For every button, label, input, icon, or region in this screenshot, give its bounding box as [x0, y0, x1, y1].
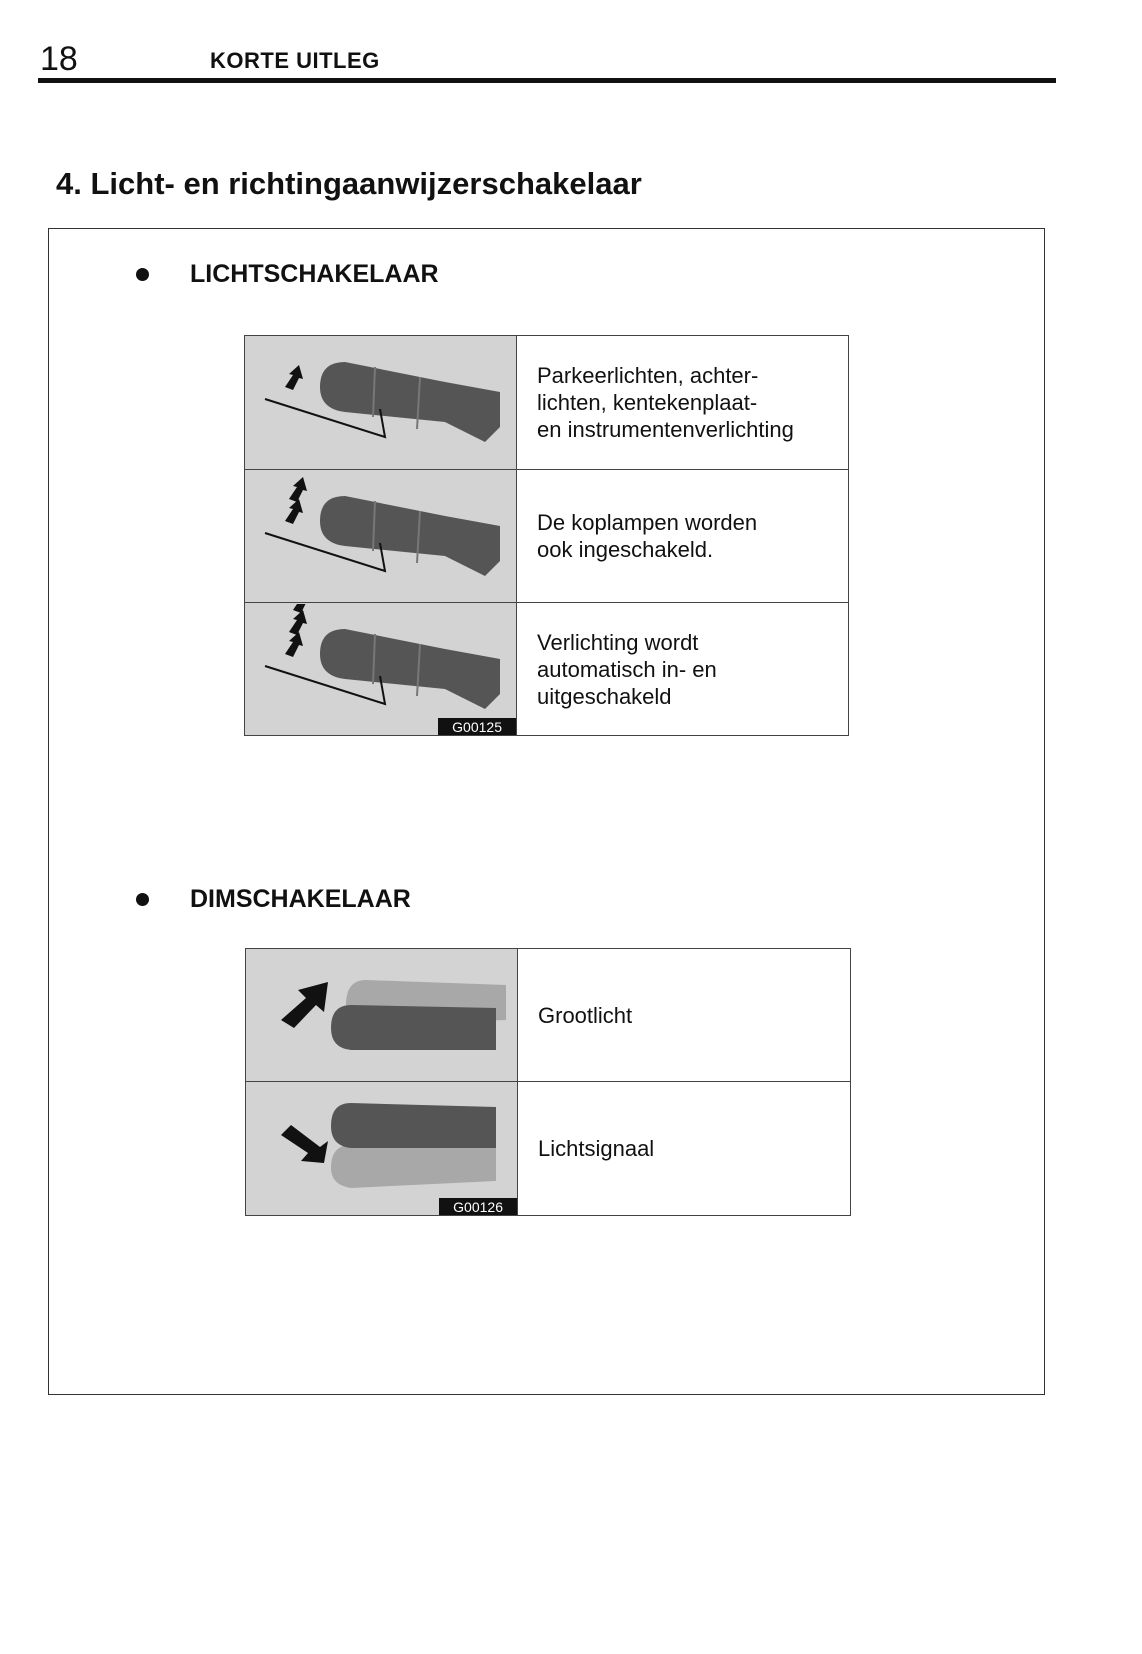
figure-code: G00125	[438, 718, 516, 735]
table-row	[246, 949, 851, 1082]
table-row	[245, 470, 849, 603]
page-title: 4. Licht- en richtingaanwijzerschakelaar	[56, 166, 642, 201]
figure-code: G00126	[439, 1198, 517, 1215]
lever-icon	[320, 629, 500, 709]
arrow-up-icon	[285, 632, 303, 657]
dimmer-switch-table	[245, 948, 851, 1216]
row-description: Parkeerlichten, achter- lichten, kentekenplaat- en instrumentenverlichting	[517, 336, 849, 470]
arrow-down-icon	[281, 1125, 328, 1163]
row-description: Lichtsignaal	[518, 1082, 851, 1216]
page-number: 18	[40, 40, 78, 78]
arrow-up-icon	[281, 982, 328, 1028]
arrow-up-icon	[289, 610, 307, 635]
bullet-icon	[136, 893, 149, 906]
row-description: De koplampen worden ook ingeschakeld.	[517, 470, 849, 603]
arrow-up-icon	[285, 499, 303, 524]
lever-illustration	[245, 603, 517, 736]
lever-illustration	[245, 336, 517, 470]
lever-icon	[331, 1103, 496, 1148]
lever-icon	[331, 1005, 496, 1050]
row-description: Verlichting wordt automatisch in- en uitgeschakeld	[517, 603, 849, 736]
dimmer-switch-heading: DIMSCHAKELAAR	[190, 885, 411, 913]
row-description: Grootlicht	[518, 949, 851, 1082]
arrow-up-icon	[285, 365, 303, 390]
section-header: KORTE UITLEG	[210, 48, 380, 73]
arrow-up-icon	[289, 477, 307, 502]
light-switch-table	[244, 335, 849, 736]
lever-illustration	[245, 470, 517, 603]
lever-icon	[320, 362, 500, 442]
lever-down-illustration	[246, 1082, 518, 1216]
table-row	[246, 1082, 851, 1216]
table-row	[245, 336, 849, 470]
header-rule	[38, 78, 1056, 83]
lever-up-illustration	[246, 949, 518, 1082]
table-row	[245, 603, 849, 736]
bullet-icon	[136, 268, 149, 281]
lever-icon	[320, 496, 500, 576]
light-switch-heading: LICHTSCHAKELAAR	[190, 260, 439, 288]
